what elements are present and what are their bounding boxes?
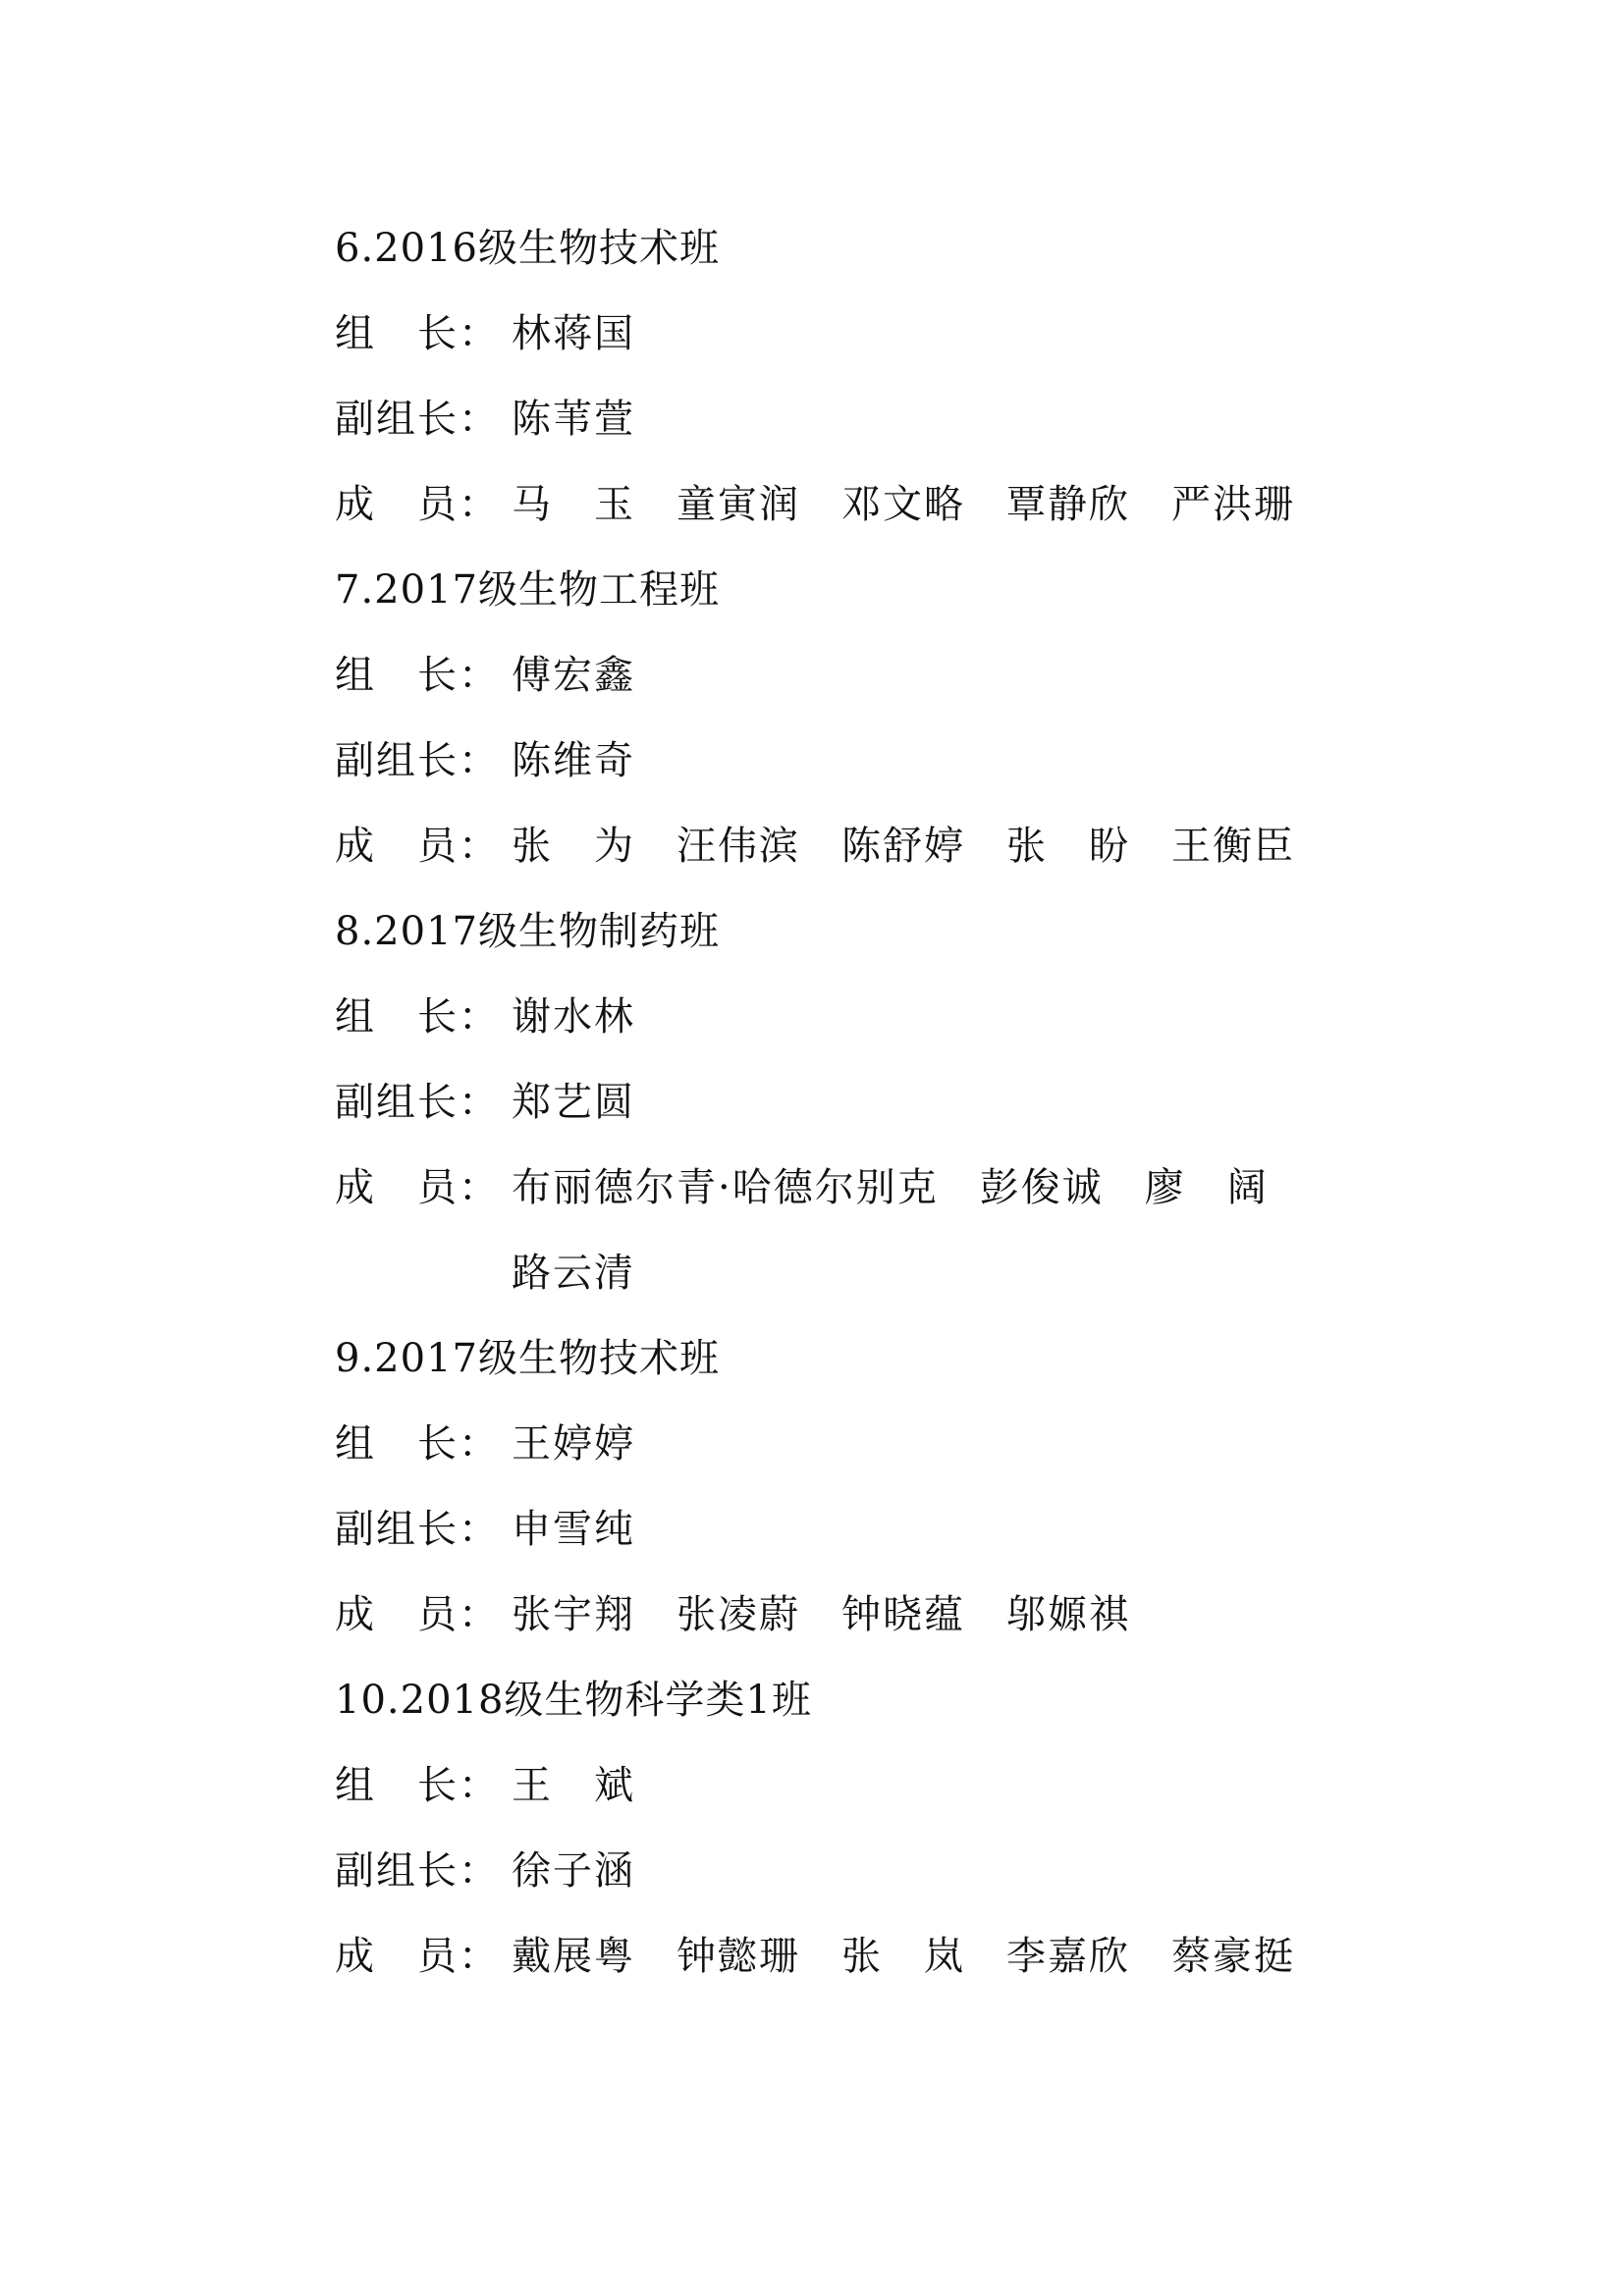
deputy-line bbox=[335, 1060, 1356, 1146]
deputy-name: 陈维奇 bbox=[512, 738, 635, 783]
leader-label: 组 长： bbox=[335, 994, 500, 1040]
deputy-line bbox=[335, 377, 1356, 462]
members-line bbox=[335, 1914, 1356, 2000]
leader-name: 谢水林 bbox=[512, 994, 635, 1040]
deputy-label: 副组长： bbox=[335, 1507, 500, 1552]
members-line bbox=[335, 1573, 1356, 1658]
leader-label: 组 长： bbox=[335, 1421, 500, 1467]
leader-line bbox=[335, 1743, 1356, 1829]
members-continuation: 路云清 bbox=[512, 1251, 635, 1296]
members-line bbox=[335, 462, 1356, 548]
leader-line bbox=[335, 292, 1356, 377]
leader-label: 组 长： bbox=[335, 653, 500, 698]
leader-name: 林蒋国 bbox=[512, 311, 635, 356]
leader-name: 王 斌 bbox=[512, 1763, 635, 1808]
group-heading: 7.2017级生物工程班 bbox=[335, 567, 720, 613]
leader-label: 组 长： bbox=[335, 311, 500, 356]
leader-name: 王婷婷 bbox=[512, 1421, 635, 1467]
deputy-name: 陈苇萱 bbox=[512, 397, 635, 442]
leader-label: 组 长： bbox=[335, 1763, 500, 1808]
members-names: 张 为 汪伟滨 陈舒婷 张 盼 王衡臣 bbox=[512, 824, 1295, 869]
members-names: 张宇翔 张凌蔚 钟晓蕴 邬嫄祺 bbox=[512, 1592, 1130, 1637]
group-heading: 9.2017级生物技术班 bbox=[335, 1336, 720, 1381]
deputy-line bbox=[335, 1487, 1356, 1573]
members-names: 马 玉 童寅润 邓文略 覃静欣 严洪珊 bbox=[512, 482, 1295, 527]
members-names: 布丽德尔青·哈德尔别克 彭俊诚 廖 阔 bbox=[512, 1165, 1269, 1210]
group-heading: 8.2017级生物制药班 bbox=[335, 909, 720, 954]
members-label: 成 员： bbox=[335, 824, 500, 869]
deputy-label: 副组长： bbox=[335, 1080, 500, 1125]
deputy-line bbox=[335, 1829, 1356, 1914]
document-body bbox=[335, 206, 1356, 2000]
leader-line bbox=[335, 975, 1356, 1060]
leader-name: 傅宏鑫 bbox=[512, 653, 635, 698]
members-label: 成 员： bbox=[335, 1165, 500, 1210]
members-line bbox=[335, 1146, 1356, 1231]
members-names: 戴展粤 钟懿珊 张 岚 李嘉欣 蔡豪挺 bbox=[512, 1934, 1295, 1979]
deputy-name: 申雪纯 bbox=[512, 1507, 635, 1552]
members-label: 成 员： bbox=[335, 1592, 500, 1637]
members-line bbox=[335, 804, 1356, 889]
members-label: 成 员： bbox=[335, 1934, 500, 1979]
deputy-label: 副组长： bbox=[335, 738, 500, 783]
deputy-name: 郑艺圆 bbox=[512, 1080, 635, 1125]
group-heading: 6.2016级生物技术班 bbox=[335, 226, 720, 271]
group-heading: 10.2018级生物科学类1班 bbox=[335, 1678, 812, 1723]
deputy-line bbox=[335, 719, 1356, 804]
leader-line bbox=[335, 633, 1356, 719]
deputy-name: 徐子涵 bbox=[512, 1848, 635, 1894]
members-label: 成 员： bbox=[335, 482, 500, 527]
leader-line bbox=[335, 1402, 1356, 1487]
deputy-label: 副组长： bbox=[335, 397, 500, 442]
deputy-label: 副组长： bbox=[335, 1848, 500, 1894]
